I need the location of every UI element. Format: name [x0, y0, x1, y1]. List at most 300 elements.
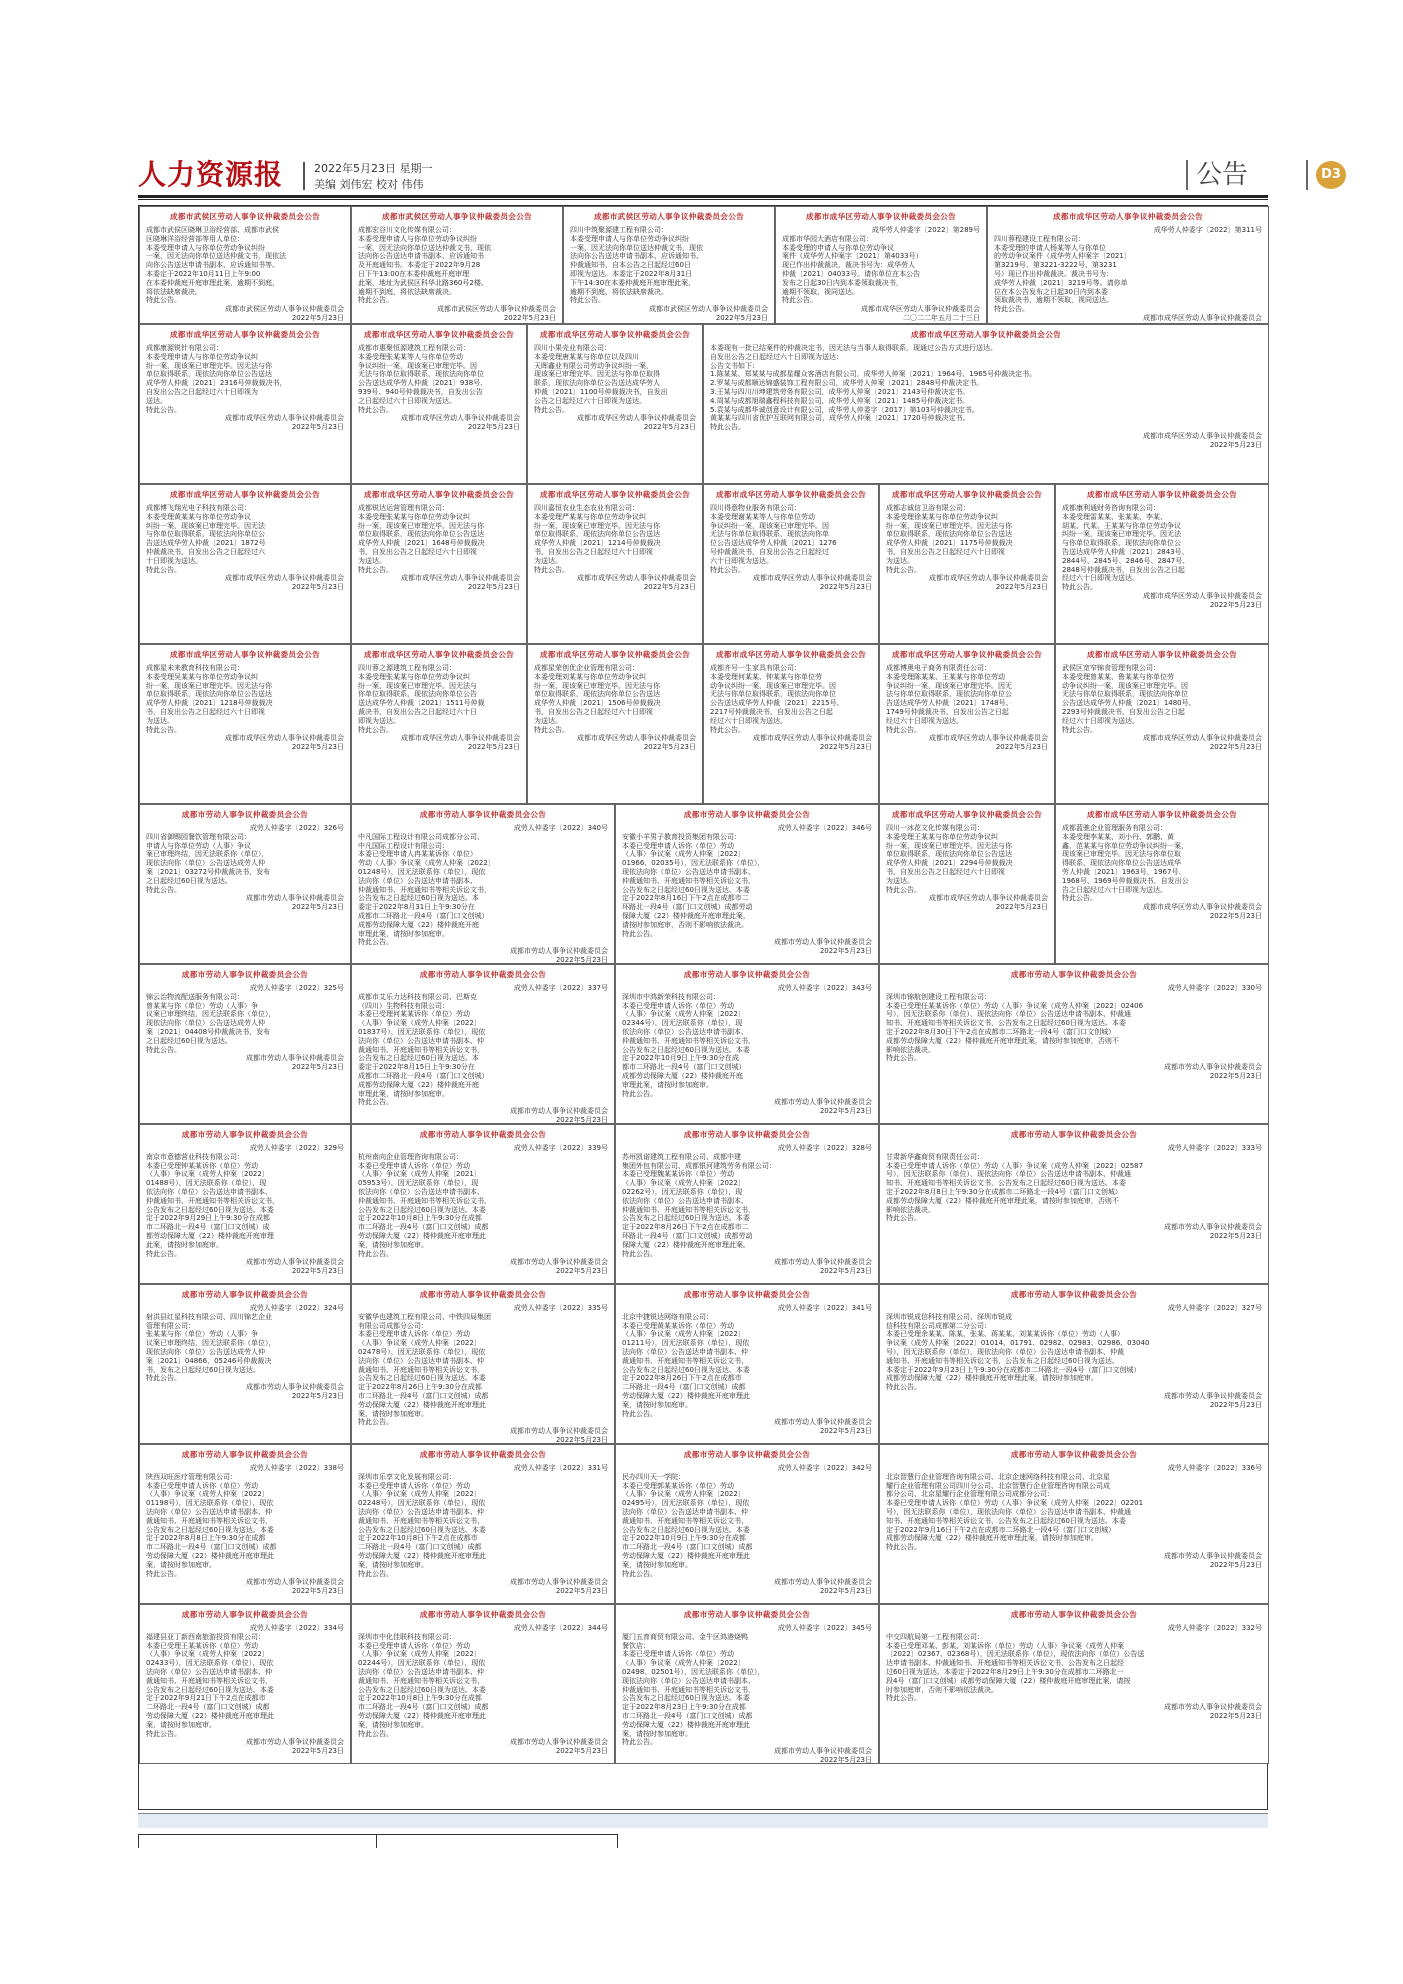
notice-signature: 2022年5月23日	[555, 1267, 608, 1276]
notice-text-line: 委定于2022年8月31日上午9:30分在	[358, 903, 475, 912]
notice-signature: 成都市劳动人事争议仲裁委员会	[510, 1258, 608, 1267]
notice-signature: 2022年5月23日	[291, 313, 344, 322]
notice-text-line: 陕西双旺医疗管理有限公司：	[146, 1472, 237, 1481]
notice-text-line: 定于2022年10月8日下午2点在成都市	[358, 1534, 478, 1543]
notice-text-line: 案，请按时参加庭审。	[146, 1560, 216, 1569]
notice-text-line: 法向你公告送达申请书副本、应诉通知书、	[570, 252, 703, 261]
notice-signature: 成都市成华区劳动人事争议仲裁委员会	[929, 734, 1048, 743]
notice-box	[703, 644, 879, 804]
notice-text-line: 劳动保障大厦（22）楼仲裁庭开庭审理此	[622, 1391, 750, 1400]
notice-text-line: 案，请按时参加庭审。	[358, 1720, 428, 1729]
footer-divider	[376, 1834, 377, 1848]
notice-text-line: 定于2022年8月26日下午2点在成都市	[622, 1374, 742, 1383]
notice-box	[139, 1124, 351, 1284]
notice-text-line: 本委受理吴某某与你单位劳动争议纠	[146, 672, 258, 681]
notice-title: 成都市劳动人事争议仲裁委员会公告	[419, 1290, 547, 1299]
notice-text-line: 告之日起经过六十日即视为送达。	[1062, 885, 1167, 894]
notice-text-line: 逾期不领取，视同送达。	[782, 287, 859, 296]
notice-text-line: 深圳市锦航创建设工程有限公司：	[886, 992, 991, 1001]
notice-text-line: 领取裁决书，逾期不领取，视同送达。	[994, 296, 1113, 305]
section-label: 公告	[1196, 160, 1249, 190]
notice-text-line: 本委已受理魏某某诉你（单位）劳动	[622, 1170, 734, 1179]
notice-box	[351, 1604, 615, 1764]
notice-title: 成都市成华区劳动人事争议仲裁委员会公告	[170, 490, 320, 499]
notice-text-line: 射洪县红星科技有限公司、四川锦艺企业	[146, 1312, 272, 1321]
notice-text-line: 现依法向你（单位）公告送达成劳人仲	[146, 859, 265, 868]
notice-signature: 成都市劳动人事争议仲裁委员会	[510, 947, 608, 956]
notice-signature: 2022年5月23日	[291, 1063, 344, 1072]
notice-text-line: 甘肃新华鑫商贸有限责任公司：	[886, 1152, 984, 1161]
notice-text-line: 本委已受理邓某、彭某、刘某诉你（单位）劳动（人事）争议案（成劳人仲案	[886, 1641, 1124, 1650]
notice-text-line: 四川小果壳业有限公司：	[534, 344, 611, 352]
notice-text-line: 得联系，现依法向你单位公告送达成华	[1062, 859, 1181, 868]
notice-text-line: 市二环路北一段4号（富门口文创城）成都	[358, 1223, 489, 1232]
notice-text-line: 号仲裁裁决书，自发出公告之日起经过	[710, 547, 829, 556]
notice-text-line: 案，请按时参加庭审。	[358, 1560, 428, 1569]
notice-text-line: 之日起经过六十日即视为送达。	[358, 396, 456, 405]
notice-text-line: 环路北一段4号（富门口文创城）成都劳动	[622, 1231, 753, 1240]
notice-text-line: 公告发布之日起经过60日视为送达。本委	[622, 1045, 750, 1054]
notice-reference: 成劳人仲委字〔2022〕325号	[249, 984, 344, 992]
notice-title: 成都市武侯区劳动人事争议仲裁委员会公告	[594, 212, 744, 221]
notice-text-line: 经过六十日即视为送达。	[1062, 574, 1139, 583]
notice-title: 成都市劳动人事争议仲裁委员会公告	[683, 1130, 811, 1139]
notice-text-line: 本委受理的申请人杨某等人与你单位	[994, 243, 1106, 252]
notice-signature: 成都市成华区劳动人事争议仲裁委员会	[753, 574, 872, 583]
notice-text-line: 经过六十日即视为送达。	[886, 716, 963, 725]
notice-signature: 2022年5月23日	[643, 583, 696, 592]
notice-text-line: 案，请按时参加庭审。	[622, 1400, 692, 1409]
notice-text-line: 四川嘉恒农业生态农业有限公司：	[534, 504, 639, 512]
notice-text-line: 现依法向你（单位）公告送达成劳人仲	[146, 1019, 265, 1028]
notice-text-line: 2293号仲裁裁决书，自发出公告之日起	[1062, 707, 1185, 716]
notice-text-line: 都市二环路北一段4号（富门口文创城）	[622, 1063, 746, 1072]
notice-text-line: 依法向你（单位）公告送达申请书副本、	[622, 1196, 748, 1205]
notice-text-line: 劳动保障大厦（22）楼仲裁庭开庭审理此	[622, 1551, 750, 1560]
notice-text-line: 2217号仲裁裁决书，自发出公告之日起	[710, 707, 833, 716]
notice-text-line: 公告发布之日起经过60日视为送达。本委	[622, 1365, 750, 1374]
notice-box	[879, 1604, 1269, 1764]
notice-text-line: 黄某某与四川省优护互联网有限公司，成华劳人仲案〔2021〕1720号仲裁决定书。	[710, 414, 970, 423]
notice-text-line: 特此公告。	[358, 1249, 393, 1258]
notice-signature: 成都市成华区劳动人事争议仲裁委员会	[929, 894, 1048, 903]
notice-signature: 2022年5月23日	[1209, 1400, 1262, 1409]
notice-text-line: 公告送达成华劳人仲裁〔2021〕1480号、	[1062, 699, 1196, 708]
notice-text-line: 书，自发出公告之日起经过六十日即视	[534, 707, 653, 716]
notice-box	[351, 804, 615, 964]
notice-title: 成都市劳动人事争议仲裁委员会公告	[683, 1610, 811, 1619]
notice-text-line: 特此公告。	[358, 725, 393, 734]
notice-signature: 成都市成华区劳动人事争议仲裁委员会	[401, 414, 520, 423]
notice-text-line: 深圳市中化佳联科技有限公司：	[358, 1632, 456, 1641]
notice-text-line: 特此公告。	[886, 1543, 921, 1552]
notice-title: 成都市劳动人事争议仲裁委员会公告	[419, 1610, 547, 1619]
notice-text-line: 特此公告。	[146, 296, 181, 305]
notice-text-line: （人事）争议案（成劳人仲案〔2022〕	[622, 1490, 745, 1499]
notice-signature: 2022年5月23日	[291, 1747, 344, 1756]
notice-text-line: 成都市艾乐力达科技有限公司、巴斯克	[358, 992, 477, 1001]
notice-signature: 2022年5月23日	[643, 423, 696, 432]
notice-text-line: 单位取得联系，现依法向你单位公告送达	[146, 370, 272, 379]
notice-signature: 2022年5月23日	[291, 1267, 344, 1276]
notice-text-line: 市二环路北一段4号（富门口文创城）成都	[358, 1703, 489, 1712]
notice-text-line: 法向你（单位）公告送达申请书副本、	[358, 876, 477, 885]
notice-title: 成都市劳动人事争议仲裁委员会公告	[419, 1130, 547, 1139]
notice-text-line: 本委现有一批已结案件的仲裁决定书，因无法与当事人取得联系，现通过公告方式进行送达。	[710, 344, 997, 352]
notice-title: 成都市劳动人事争议仲裁委员会公告	[181, 1450, 309, 1459]
notice-text-line: 自发出公告之日起经过六十日即视为送达：	[710, 352, 843, 361]
notice-text-line: 仲裁通知书、开庭通知书等相关诉讼文书，	[622, 1685, 755, 1694]
notice-text-line: （人事）争议案（成劳人仲案〔2022〕	[622, 850, 745, 859]
notice-text-line: 成都劳动保障大厦（22）楼仲裁庭开庭审理此案，请按时参加庭审，否则不	[886, 1036, 1119, 1045]
notice-text-line: 位公告送达成华劳人仲裁〔2021〕1276	[710, 539, 837, 548]
notice-title: 成都市劳动人事争议仲裁委员会公告	[1010, 1450, 1138, 1459]
notice-reference: 成劳人仲委字〔2022〕326号	[249, 824, 344, 832]
notice-signature: 2022年5月23日	[555, 1115, 608, 1124]
section-divider-right	[1306, 160, 1308, 190]
notice-text-line: 二环路北一段4号（富门口文创城）成都	[622, 1383, 746, 1392]
notice-box	[615, 1124, 879, 1284]
notice-text-line: 纷一案，现该案已审理完毕。因无法与你	[534, 521, 660, 530]
notice-title: 成都市劳动人事争议仲裁委员会公告	[683, 1450, 811, 1459]
notice-text-line: 单位取得联系，现依法向你单位公告送达	[534, 530, 660, 539]
notice-text-line: 知书、开庭通知书等相关诉讼文书，公告发布之日起经过60日视为送达。本委	[886, 1019, 1126, 1028]
notice-reference: 成劳人仲委字〔2022〕340号	[513, 824, 608, 832]
notice-text-line: 审理此案，请按时参加庭审。	[358, 1089, 449, 1098]
notice-signature: 成都市成华区劳动人事争议仲裁委员会	[225, 414, 344, 423]
notice-text-line: 本委已受理申请人诉你（单位）劳动	[358, 1161, 470, 1170]
notice-text-line: 都劳动保障大厦（22）楼仲裁庭开庭审理	[146, 1231, 274, 1240]
notice-text-line: 01837号），因无法联系你（单位），现依	[358, 1027, 486, 1036]
notice-signature: 成都市劳动人事争议仲裁委员会	[1164, 1391, 1262, 1400]
notice-text-line: 即视为送达。	[358, 716, 400, 725]
notice-text-line: 本委定于2022年9月23日上午9:30分在成都市二环路北一段4号（富门口文创城）	[886, 1365, 1141, 1374]
notice-text-line: 法向你（单位）公告送达申请书副本、仲	[146, 1507, 272, 1516]
notice-text-line: 特此公告。	[570, 296, 605, 305]
notice-text-line: 号），因无法联系你（单位），现依法向你（单位）公告送达申请书副本、仲裁	[886, 1347, 1124, 1356]
notice-box	[351, 1284, 615, 1444]
notice-text-line: 成都博奥电子商务有限责任公司：	[886, 664, 991, 672]
notice-text-line: 十日即视为送达。	[146, 556, 202, 565]
notice-text-line: 成都市华园大酒店有限公司：	[782, 234, 873, 243]
notice-text-line: （人事）争议案（成劳人仲案〔2022〕	[146, 1650, 269, 1659]
notice-text-line: 法向你（单位）公告送达申请书副本、仲	[146, 1667, 272, 1676]
notice-text-line: 案，请按时参加庭审。	[358, 1240, 428, 1249]
notice-signature: 成都市成华区劳动人事争议仲裁委员会	[929, 574, 1048, 583]
notice-box	[1055, 644, 1269, 804]
notice-text-line: 本委已受理何某某诉你（单位）劳动	[358, 1010, 470, 1019]
notice-text-line: 3.王某与四川川坤建筑劳务有限公司，成华劳人仲案〔2021〕2143号仲裁决定书。	[710, 387, 970, 396]
notice-signature: 2022年5月23日	[995, 743, 1048, 752]
notice-title: 成都市武侯区劳动人事争议仲裁委员会公告	[382, 212, 532, 221]
notice-text-line: 一案，因无法向你单位送达仲裁文书，现依	[358, 243, 491, 252]
notice-text-line: 成都锐达运营管理有限公司：	[358, 504, 449, 512]
notice-text-line: 本委已受理申请人冉某某诉你（单位）	[358, 850, 477, 859]
notice-text-line: 公告发布之日起经过60日视为送达。本	[358, 894, 479, 903]
notice-box	[615, 804, 879, 964]
notice-text-line: 劳动保障大厦（22）楼仲裁庭开庭审理此	[622, 1720, 750, 1729]
notice-text-line: 法向你（单位）公告送达申请书副本、仲	[358, 1667, 484, 1676]
notice-text-line: 成都劳动保障大厦（22）楼仲裁庭开庭	[358, 1080, 479, 1089]
notice-text-line: 公告送达成华劳人仲裁〔2021〕938号、	[358, 379, 488, 388]
notice-text-line: 案〔2021〕04408号仲裁裁决书，发布	[146, 1027, 271, 1036]
masthead-divider	[303, 162, 305, 190]
notice-box	[139, 804, 351, 964]
notice-text-line: 特此公告。	[146, 1729, 181, 1738]
notice-text-line: 武侯区宽窄锦食管理有限公司：	[1062, 664, 1160, 672]
notice-text-line: 为送达。	[886, 876, 914, 885]
notice-text-line: 环路北一段4号（富门口文创城）成都劳动	[622, 903, 753, 912]
notice-text-line: 耀行企业管理有限公司四川分公司、北京智慧行企业管理咨询有限公司成	[886, 1481, 1110, 1490]
notice-text-line: 成华劳人仲裁〔2021〕1218号仲裁裁决	[146, 699, 273, 708]
notice-text-line: 一案，因无法向你单位送达仲裁文书，现依	[570, 243, 703, 252]
notice-text-line: 特此公告。	[146, 725, 181, 734]
notice-text-line: 经过六十日即视为送达。	[1062, 716, 1139, 725]
notice-text-line: （人事）争议案（成劳人仲案〔2022〕	[622, 1179, 745, 1188]
notice-box	[879, 484, 1055, 644]
notice-signature: 2022年5月23日	[467, 583, 520, 592]
notice-text-line: 过60日视为送达。本委定于2022年8月29日上午9:30分在成都市二环路北一	[886, 1667, 1124, 1676]
notice-text-line: 本委已受理黄某某诉你（单位）劳动	[622, 1321, 734, 1330]
notice-text-line: 成华劳人仲裁〔2021〕1506号仲裁裁决	[534, 699, 661, 708]
notice-text-line: 成华劳人仲裁〔2021〕1214号仲裁裁决	[534, 539, 661, 548]
notice-text-line: 特此公告。	[886, 725, 921, 734]
notice-reference: 成华劳人仲委字〔2022〕第289号	[871, 226, 980, 234]
notice-text-line: 特此公告。	[534, 565, 569, 574]
notice-text-line: 本委受理严某某与你单位劳动争议纠	[534, 512, 646, 521]
notice-text-line: 成都劳动保障大厦（22）楼仲裁庭开庭审理此案，请按时参加庭审。	[886, 1374, 1098, 1383]
notice-text-line: 保障大厦（22）楼仲裁庭开庭审理此案。	[622, 1240, 750, 1249]
notice-text-line: 本委已受理申请人诉你（单位）劳动	[622, 1650, 734, 1659]
notice-text-line: 定于2022年9月16日下午2点在成都市二环路北一段4号（富门口文创城）	[886, 1525, 1116, 1534]
notice-text-line: 逾期不到庭，将依法缺席裁决。	[358, 287, 456, 296]
notice-text-line: 知书、开庭通知书等相关诉讼文书，公告发布之日起经过60日视为送达。本委	[886, 1516, 1126, 1525]
notice-text-line: 告送达成华劳人仲裁〔2021〕2843号、	[1062, 547, 1189, 556]
notice-text-line: 单位取得联系，现依法向你单位公告送达	[534, 690, 660, 699]
notice-text-line: 特此公告。	[622, 929, 657, 938]
notice-signature: 2022年5月23日	[819, 743, 872, 752]
notice-text-line: 此案，请按时参加庭审。	[146, 1240, 223, 1249]
notice-title: 成都市成华区劳动人事争议仲裁委员会公告	[911, 330, 1061, 339]
notice-text-line: 定于2022年9月21日下午2点在成都市	[146, 1694, 266, 1703]
notice-text-line: 现该案已审理完毕。因无法与你单位取	[1062, 850, 1181, 859]
notice-text-line: 天晖鑫业有限公司劳动争议纠纷一案，	[534, 361, 653, 370]
notice-text-line: 02262号），因无法联系你（单位），现	[622, 1187, 743, 1196]
masthead	[138, 158, 1341, 192]
notice-reference: 成劳人仲委字〔2022〕331号	[513, 1464, 608, 1472]
notice-text-line: 公告发布之日起经过60日视为送达。本委	[146, 1205, 274, 1214]
notice-text-line: 本委已受理任某某诉你（单位）劳动（人事）争议案（成劳人仲案〔2022〕02406	[886, 1001, 1144, 1010]
notice-signature: 成都市武侯区劳动人事争议仲裁委员会	[225, 305, 344, 314]
notice-text-line: 4.周某与成都旭瑞鑫程科技有限公司，成华劳人仲案〔2021〕1485号仲裁决定书。	[710, 396, 970, 405]
notice-text-line: 定于2022年10月8日上午9:30分在成都	[358, 1214, 482, 1223]
notice-text-line: 锦云治物流配送服务有限公司：	[146, 992, 244, 1001]
notice-text-line: 中交四航局第一工程有限公司：	[886, 1632, 984, 1641]
notice-text-line: 裁通知书、开庭通知书等相关诉讼文书，	[358, 1676, 484, 1685]
notice-title: 成都市劳动人事争议仲裁委员会公告	[1010, 1130, 1138, 1139]
notice-text-line: 成华劳人仲裁〔2021〕2294号仲裁裁决	[886, 859, 1013, 868]
notice-signature: 成都市劳动人事争议仲裁委员会	[774, 938, 872, 947]
notice-text-line: 1.陈某某、郑某某与成都星耀众客酒店有限公司，成华劳人仲案〔2021〕1964号、1965号仲裁决定书。	[710, 370, 1037, 379]
notice-text-line: 成都星未来教育科技有限公司：	[146, 664, 244, 672]
notice-text-line: 无法与你单位取得联系，现依法向你单位	[1062, 690, 1188, 699]
notice-box	[775, 206, 987, 324]
notice-text-line: 区晓琳洋浴经营部等用人单位：	[146, 234, 244, 243]
notice-text-line: 特此公告。	[146, 565, 181, 574]
notice-text-line: 成都劳动保障大厦（22）楼仲裁庭开庭审理此案，请按时参加庭审，否则不	[886, 1196, 1119, 1205]
notice-text-line: 公告发布之日起经过60日视为送达。本委	[622, 1525, 750, 1534]
notice-text-line: 成都蓝驰企业管理服务有限公司：	[1062, 824, 1167, 832]
notice-text-line: （人事）争议案（成劳人仲案〔2021〕	[358, 1170, 481, 1179]
notice-box	[351, 964, 615, 1124]
notice-text-line: （人事）争议案（成劳人仲案〔2022〕	[358, 1490, 481, 1499]
notice-text-line: 本委已受理申请人诉你（单位）劳动（人事）争议案（成劳人仲案〔2022〕02201	[886, 1499, 1144, 1508]
notice-text-line: 张某某与你（单位）劳动（人事）争	[146, 1330, 258, 1339]
notice-text-line: 定于2022年10月9日上午9:30分在成	[622, 1054, 739, 1063]
notice-signature: 成都市成华区劳动人事争议仲裁委员会	[577, 574, 696, 583]
notice-text-line: 纠纷一案，现该案已审理完毕。因无法	[1062, 530, 1181, 539]
notice-text-line: 劳动（人事）争议案（成劳人仲案〔2022〕	[358, 859, 495, 868]
notice-text-line: 本委受理谢某某等人与你单位劳动	[710, 512, 815, 521]
notice-reference: 成劳人仲委字〔2022〕334号	[249, 1624, 344, 1632]
notice-text-line: 公告发布之日起经过60日视为送达。本委	[146, 1525, 274, 1534]
notice-reference: 成劳人仲委字〔2022〕342号	[777, 1464, 872, 1472]
notice-signature: 成都市劳动人事争议仲裁委员会	[510, 1427, 608, 1436]
notice-text-line: 特此公告。	[358, 1569, 393, 1578]
notice-title: 成都市成华区劳动人事争议仲裁委员会公告	[892, 490, 1042, 499]
notice-text-line: 特此公告。	[622, 1569, 657, 1578]
notice-signature: 2022年5月23日	[1209, 440, 1262, 449]
notice-text-line: 争议纠纷一案，现该案已审理完毕。因无	[886, 681, 1012, 690]
notice-text-line: 本委受理李某某、刘小丹、郭鹏、黄	[1062, 832, 1174, 841]
notice-text-line: 案，请按时参加庭审。	[622, 1729, 692, 1738]
notice-text-line: 深圳市锐成信科技有限公司、深圳市锐成	[886, 1312, 1012, 1321]
notice-box	[139, 964, 351, 1124]
notice-text-line: 法向你公告送达申请书副本、应诉通知书	[358, 252, 484, 261]
notice-text-line: 餐饮店：	[622, 1641, 650, 1650]
notice-text-line: 福建县亚丁新西南旅游投资有限公司：	[146, 1632, 265, 1641]
notice-text-line: 公告发布之日起经过60日视为送达。本委	[358, 1685, 486, 1694]
notice-title: 成都市成华区劳动人事争议仲裁委员会公告	[1087, 650, 1237, 659]
notice-text-line: 纷一案，现该案已审理完毕。因无法与	[358, 681, 477, 690]
notice-box	[879, 1124, 1269, 1284]
notice-box	[351, 324, 527, 484]
notice-text-line: 案〔2021〕04866、05246号仲裁裁决	[146, 1356, 272, 1365]
notice-text-line: 法向你（单位）公告送达申请书副本、仲	[358, 1507, 484, 1516]
notice-box	[351, 206, 563, 324]
notice-title: 成都市成华区劳动人事争议仲裁委员会公告	[364, 330, 514, 339]
notice-signature: 2022年5月23日	[503, 313, 556, 322]
notice-box	[987, 206, 1269, 324]
notice-text-line: 02433号），因无法联系你（单位），现依	[146, 1659, 274, 1668]
notice-signature: 成都市劳动人事争议仲裁委员会	[774, 1578, 872, 1587]
notice-text-line: 劳动保障大厦（22）楼仲裁庭开庭审理此	[146, 1711, 274, 1720]
notice-text-line: 市二环路北一段4号（富门口文创城）成都	[622, 1711, 753, 1720]
notice-reference: 成劳人仲委字〔2022〕333号	[1167, 1144, 1262, 1152]
notice-text-line: 成都劳动保障大厦（22）楼仲裁庭开庭	[358, 920, 479, 929]
notice-text-line: 无法与你单位取得联系，现依法向你单位	[710, 690, 836, 699]
notice-text-line: （人事）争议案（成劳人仲案〔2022〕	[358, 1019, 481, 1028]
notice-text-line: 本委受理张某某与你单位劳动争议纠	[358, 672, 470, 681]
notice-text-line: 特此公告。	[886, 1054, 921, 1063]
notice-text-line: 议案已审理终结，因无法联系你（单位），	[146, 1010, 276, 1019]
notice-text-line: 01211号），因无法联系你（单位），现依	[622, 1339, 750, 1348]
notice-text-line: （人事）争议案（成劳人仲案〔2022〕	[622, 1330, 745, 1339]
notice-text-line: 本委已受理郭某某诉你（单位）劳动	[622, 1481, 734, 1490]
notice-text-line: 管理有限公司：	[146, 1321, 195, 1330]
notice-text-line: 本委已受理申请人诉你（单位）劳动（人事）争议案（成劳人仲案〔2022〕02587	[886, 1161, 1144, 1170]
notice-text-line: 仲裁〔2021〕1100号仲裁裁决书，自发出	[534, 387, 668, 396]
notice-signature: 2022年5月23日	[1209, 1711, 1262, 1720]
notice-text-line: 公告发布之日起经过60日视为送达。本	[358, 1054, 479, 1063]
notice-text-line: 02478号），因无法联系你（单位），现依	[358, 1347, 486, 1356]
notice-text-line: 02344号），因无法联系你（单位），现	[622, 1019, 743, 1028]
notice-signature: 成都市成华区劳动人事争议仲裁委员会	[1143, 903, 1262, 912]
editor-credits: 美编 刘伟宏 校对 伟伟	[314, 178, 424, 191]
notice-text-line: 二环路北一段4号（富门口文创城）成都	[146, 1703, 270, 1712]
notice-text-line: 特此公告。	[534, 405, 569, 414]
notice-title: 成都市劳动人事争议仲裁委员会公告	[419, 970, 547, 979]
notice-text-line: 成都博飞翔光电子科技有限公司：	[146, 504, 251, 512]
notice-text-line: 单位取得联系，现依法向你单位公告送达	[886, 530, 1012, 539]
notice-box	[351, 1444, 615, 1604]
notice-reference: 成劳人仲委字〔2022〕346号	[777, 824, 872, 832]
notice-text-line: 特此公告。	[358, 1729, 393, 1738]
notice-signature: 成都市劳动人事争议仲裁委员会	[774, 1258, 872, 1267]
notice-text-line: 法向你（单位）公告送达申请书副本、仲	[358, 1036, 484, 1045]
notice-text-line: 裁通知书、开庭通知书等相关诉讼文书，	[622, 1356, 748, 1365]
notice-text-line: 裁通知书、开庭通知书等相关诉讼文书，	[146, 1676, 272, 1685]
notice-signature: 成都市劳动人事争议仲裁委员会	[246, 894, 344, 903]
notice-text-line: 特此公告。	[146, 1249, 181, 1258]
notice-text-line: 2848号仲裁裁决书，自发出公告之日起	[1062, 565, 1185, 574]
notice-box	[703, 484, 879, 644]
notice-text-line: 成都康源锐针有限公司：	[146, 344, 223, 352]
notice-text-line: 本委受理张某某与你单位劳动争议纠	[358, 512, 470, 521]
notice-text-line: 纷一案，现该案已审理完毕。因无法与你	[534, 681, 660, 690]
notice-text-line: 动争议纠纷一案，现该案已审理完毕。因	[710, 681, 836, 690]
notice-title: 成都市劳动人事争议仲裁委员会公告	[181, 810, 309, 819]
notice-text-line: 审理此案，请按时参加庭审。	[622, 1080, 713, 1089]
notice-text-line: 现该案已审理完毕。因无法与你单位取得	[534, 370, 660, 379]
notice-signature: 成都市劳动人事争议仲裁委员会	[510, 1578, 608, 1587]
notice-text-line: 特此公告。	[358, 296, 393, 305]
notice-text-line: 本委已受理余某某、陈某、张某、蒋某某、刘某某诉你（单位）劳动（人事）	[886, 1330, 1124, 1339]
notice-box	[615, 964, 879, 1124]
section-divider-left	[1186, 160, 1188, 190]
notice-box	[1055, 484, 1269, 644]
notice-signature: 成都市成华区劳动人事争议仲裁委员会	[753, 734, 872, 743]
notice-signature: 2022年5月23日	[467, 423, 520, 432]
notice-signature: 成都市成华区劳动人事争议仲裁委员会	[401, 734, 520, 743]
notice-signature: 2022年5月23日	[291, 1587, 344, 1596]
notice-text-line: 939号、940号仲裁裁决书，自发出公告	[358, 387, 483, 396]
notice-signature: 成都市成华区劳动人事争议仲裁委员会	[861, 305, 980, 314]
notice-signature: 成都市成华区劳动人事争议仲裁委员会	[225, 574, 344, 583]
notice-text-line: 02244号），因无法联系你（单位），现依	[358, 1659, 486, 1668]
notice-text-line: 及开庭通知书。本委定于2022年9月28	[358, 261, 481, 270]
notice-text-line: 联系，现依法向你单位公告送达成华劳人	[534, 379, 660, 388]
notice-text-line: 市二环路北一段4号（富门口文创城）成	[146, 1223, 270, 1232]
notice-text-line: 纷一案，现该案已审理完毕。因无法与你	[358, 521, 484, 530]
notice-signature: 成都市劳动人事争议仲裁委员会	[510, 1107, 608, 1116]
notice-text-line: 申请人与你单位劳动（人事）争议	[146, 841, 251, 850]
notice-text-line: 都分公司、北京星耀行企业管理有限公司成都分公司：	[886, 1490, 1054, 1499]
notice-text-line: 特此公告。	[358, 1418, 393, 1427]
notice-text-line: 案件（成华劳人仲案字〔2021〕第4033号）	[782, 252, 923, 261]
notice-text-line: 为送达。	[358, 556, 386, 565]
notice-title: 成都市劳动人事争议仲裁委员会公告	[419, 1450, 547, 1459]
